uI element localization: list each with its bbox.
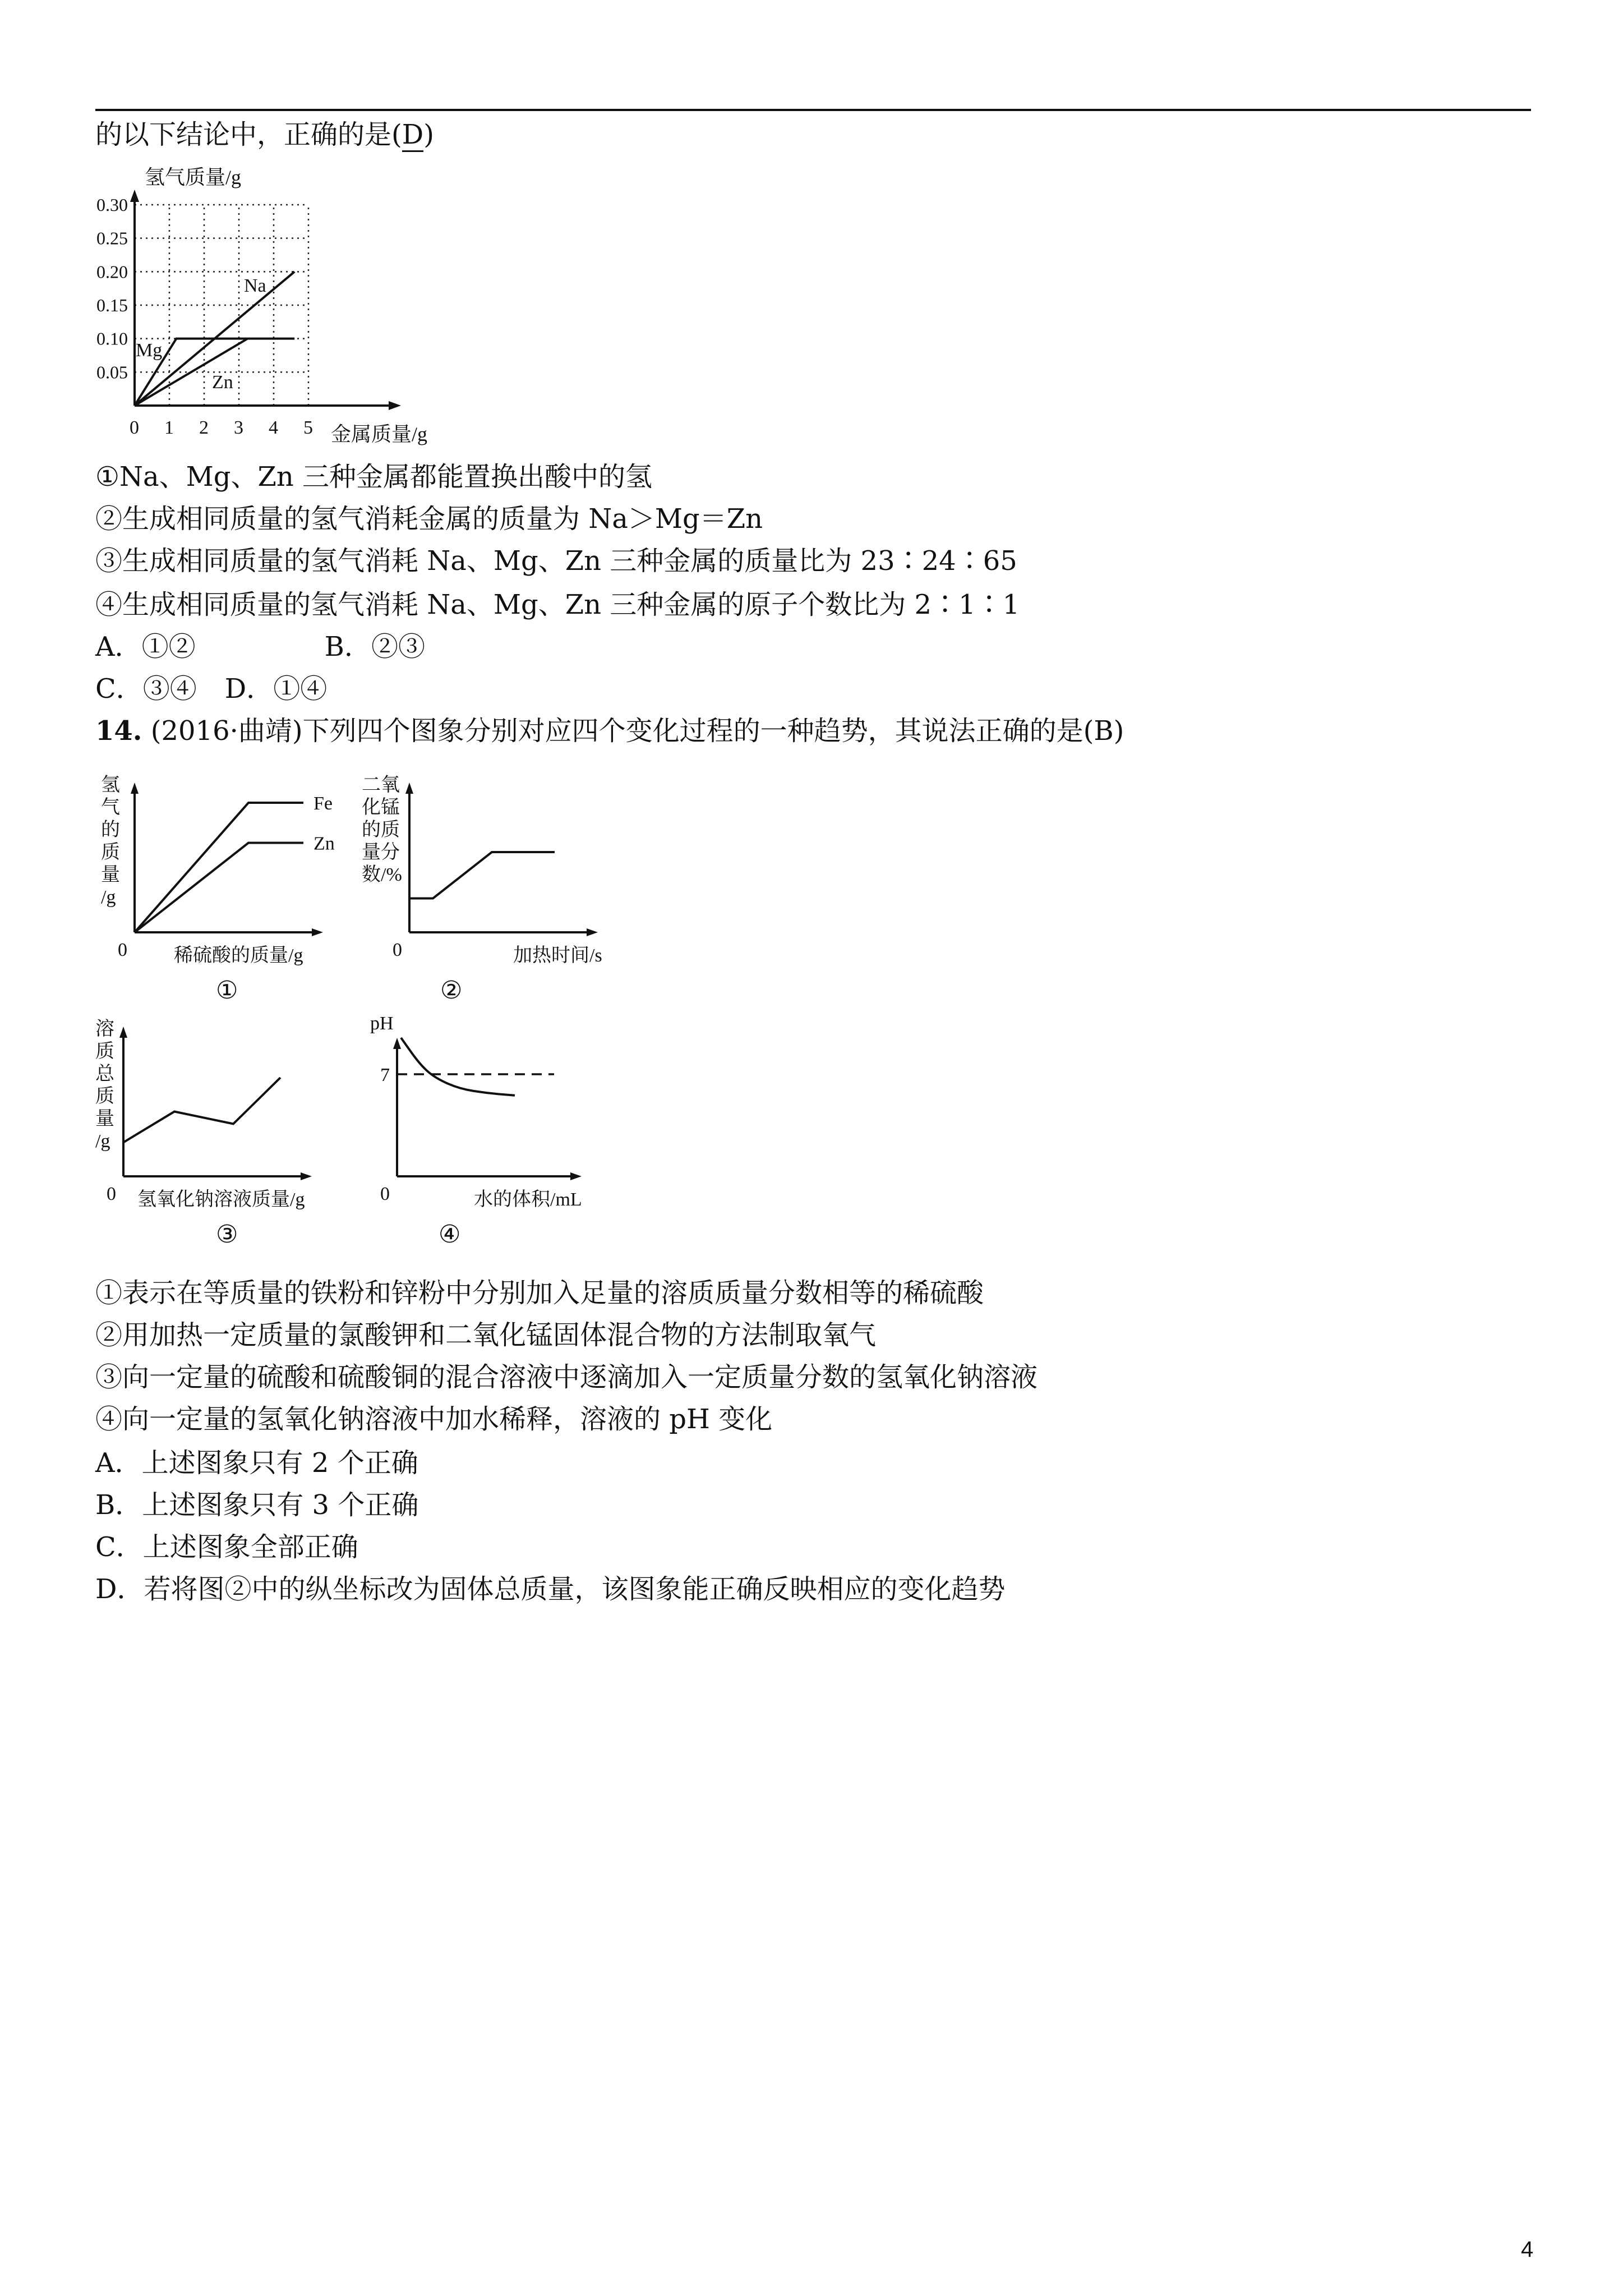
chart1-y-arrow: [130, 190, 139, 202]
y-axis-label: pH: [370, 1013, 394, 1034]
chart1-ytick-label: 0.20: [96, 261, 128, 282]
origin-label: 0: [393, 940, 402, 960]
series-line-0: [409, 852, 555, 899]
chart1-ytick-label: 0.15: [96, 295, 128, 315]
chart1-xtick-label: 4: [269, 417, 278, 438]
q13-statement-4: ④生成相同质量的氢气消耗 Na、Mg、Zn 三种金属的原子个数比为 2∶1∶1: [95, 589, 1020, 620]
chart1-xlabel: 金属质量/g: [331, 423, 428, 445]
option-b: B．②③: [324, 631, 425, 662]
header-rule: [95, 109, 1531, 111]
question-13-stem-tail: 的以下结论中，正确的是(D): [95, 118, 434, 151]
q14-option-c: C．上述图象全部正确: [95, 1531, 358, 1563]
chart1-xtick-label: 0: [130, 417, 139, 438]
series-label-fe: Fe: [313, 793, 333, 814]
question-14-stem: 14. (2016·曲靖)下列四个图象分别对应四个变化过程的一种趋势，其说法正确的是(B): [95, 715, 1124, 747]
q14-option-b: B．上述图象只有 3 个正确: [95, 1489, 419, 1521]
q13-options-row-2: [95, 672, 327, 706]
graph-2: [348, 763, 617, 1010]
y-axis-label: 氢气的质量/g: [101, 775, 120, 908]
x-axis-label: 加热时间/s: [513, 945, 602, 966]
chart1-ytick-label: 0.25: [96, 228, 128, 249]
graph-caption: ②: [440, 977, 463, 1004]
option-d: D．①④: [224, 673, 328, 705]
chart1-ytick-label: 0.10: [96, 328, 128, 349]
series-line-0: [123, 1078, 280, 1143]
graph-caption: ④: [439, 1221, 461, 1248]
option-c: C．③④: [95, 673, 197, 705]
chart1-xtick-label: 5: [303, 417, 313, 438]
y-axis-label: 二氧化锰的质量分数/%: [362, 775, 402, 885]
origin-label: 0: [107, 1184, 116, 1204]
q14-statement-3: ③向一定量的硫酸和硫酸铜的混合溶液中逐滴加入一定质量分数的氢氧化钠溶液: [95, 1361, 1038, 1393]
q13-statement-2: ②生成相同质量的氢气消耗金属的质量为 Na＞Mg＝Zn: [95, 503, 763, 535]
graph-4: [348, 1007, 617, 1254]
x-axis-arrow: [587, 928, 598, 936]
x-axis-label: 稀硫酸的质量/g: [174, 945, 303, 966]
answer-mark: D: [402, 119, 423, 152]
graph-caption: ③: [216, 1221, 238, 1248]
question-number: 14.: [95, 715, 142, 747]
chart1-legend-mg: Mg: [136, 340, 163, 361]
chart1-ytick-label: 0.05: [96, 362, 128, 383]
chart1-legend-na: Na: [244, 275, 266, 296]
page-number: 4: [1521, 2237, 1534, 2262]
graph-1: [95, 763, 365, 1010]
y-axis-arrow: [119, 1027, 127, 1038]
hydrogen-mass-chart: [84, 157, 454, 449]
graph-caption: ①: [216, 977, 238, 1004]
origin-label: 0: [118, 940, 127, 960]
q14-statement-4: ④向一定量的氢氧化钠溶液中加水稀释，溶液的 pH 变化: [95, 1404, 773, 1435]
chart1-ylabel: 氢气质量/g: [145, 166, 242, 188]
chart1-xtick-label: 1: [164, 417, 174, 438]
x-axis-arrow: [301, 1172, 312, 1180]
chart1-xtick-label: 3: [234, 417, 243, 438]
y-axis-arrow: [405, 783, 413, 794]
q14-option-a: A．上述图象只有 2 个正确: [95, 1447, 418, 1479]
series-line-zn: [135, 843, 303, 933]
option-a: A．①②: [95, 631, 196, 662]
origin-label: 0: [380, 1184, 390, 1204]
x-axis-arrow: [570, 1172, 582, 1180]
y-axis-arrow: [393, 1038, 401, 1049]
y-mark-label: 7: [380, 1065, 390, 1085]
q13-statement-3: ③生成相同质量的氢气消耗 Na、Mg、Zn 三种金属的质量比为 23∶24∶65: [95, 545, 1017, 577]
q13-statement-1: ①Na、Mg、Zn 三种金属都能置换出酸中的氢: [95, 461, 653, 493]
chart1-xtick-label: 2: [199, 417, 209, 438]
x-axis-label: 氢氧化钠溶液质量/g: [137, 1189, 305, 1210]
y-axis-label: 溶质总质量/g: [95, 1019, 114, 1152]
chart1-ytick-label: 0.30: [96, 195, 128, 215]
q13-options-row-1: [95, 630, 425, 664]
y-axis-arrow: [131, 783, 139, 794]
q14-option-d: D．若将图②中的纵坐标改为固体总质量，该图象能正确反映相应的变化趋势: [95, 1573, 1006, 1605]
series-label-zn: Zn: [313, 833, 335, 854]
ph-curve: [401, 1038, 515, 1096]
x-axis-label: 水的体积/mL: [474, 1189, 582, 1210]
chart1-x-arrow: [389, 401, 401, 410]
q14-statement-2: ②用加热一定质量的氯酸钾和二氧化锰固体混合物的方法制取氧气: [95, 1319, 877, 1351]
graph-3: [95, 1007, 365, 1254]
q14-statement-1: ①表示在等质量的铁粉和锌粉中分别加入足量的溶质质量分数相等的稀硫酸: [95, 1277, 984, 1309]
x-axis-arrow: [312, 928, 323, 936]
chart1-legend-zn: Zn: [212, 372, 233, 393]
